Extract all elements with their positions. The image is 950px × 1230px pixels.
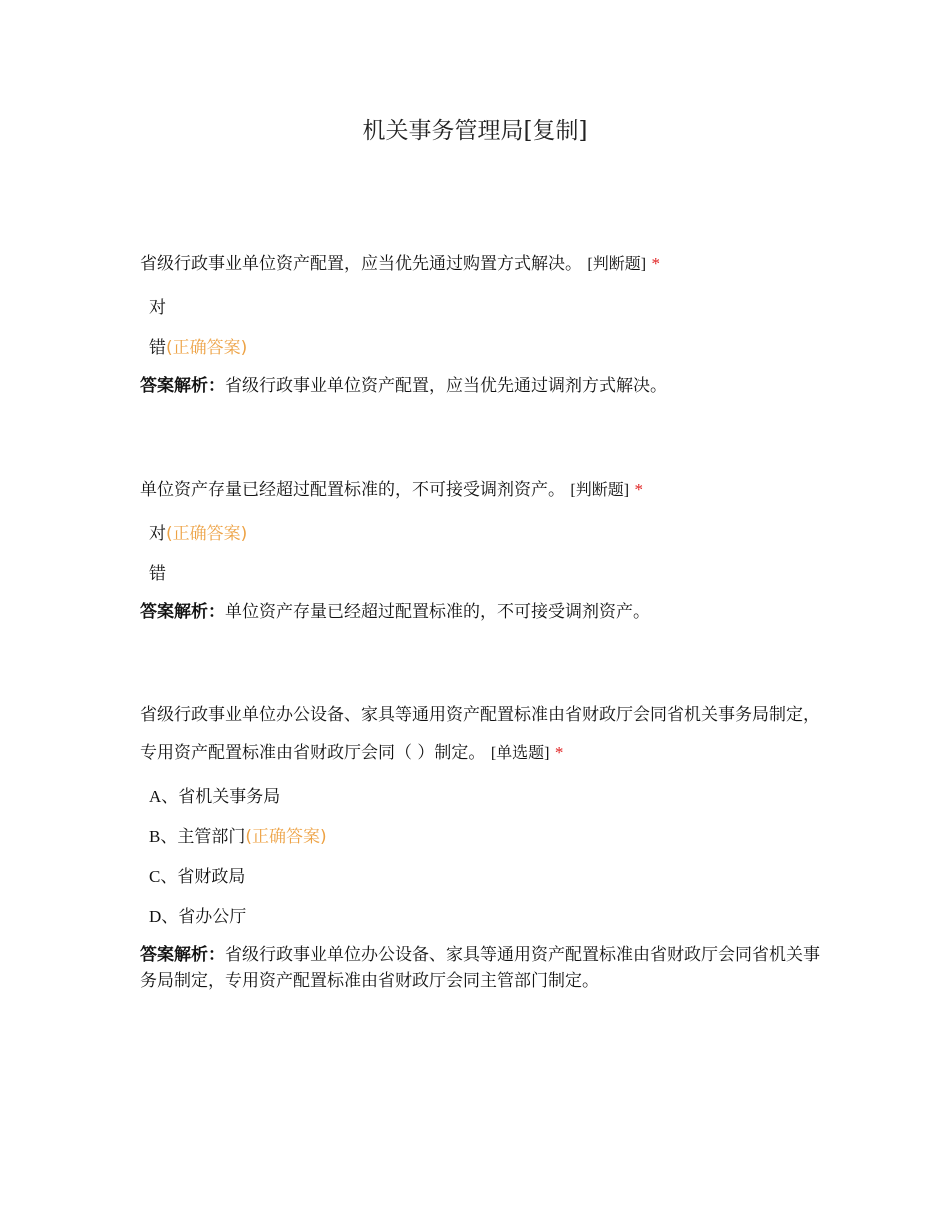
option-a [140, 777, 820, 817]
question-text: 省级行政事业单位资产配置，应当优先通过购置方式解决。 [140, 254, 582, 274]
required-mark: * [554, 743, 564, 762]
option-letter: A [149, 787, 162, 806]
option-text: 、省办公厅 [161, 907, 247, 927]
question-type: [单选题] [490, 745, 550, 762]
option-text: 错 [149, 564, 166, 584]
question-2 [140, 471, 820, 625]
question-type: [判断题] [570, 482, 630, 499]
question-stem [140, 697, 820, 772]
analysis-text: 省级行政事业单位办公设备、家具等通用资产配置标准由省财政厅会同省机关事务局制定，专用资产配置标准由省财政厅会同主管部门制定。 [140, 945, 820, 991]
analysis-text: 单位资产存量已经超过配置标准的，不可接受调剂资产。 [225, 602, 650, 622]
question-text: 省级行政事业单位办公设备、家具等通用资产配置标准由省财政厅会同省机关事务局制定，专用资产配置标准由省财政厅会同（ ）制定。 [140, 705, 820, 763]
question-1 [140, 245, 820, 399]
option-false [140, 554, 820, 594]
option-c [140, 857, 820, 897]
analysis-label: 答案解析： [140, 602, 225, 622]
answer-analysis [140, 942, 820, 994]
option-text: 错 [149, 338, 166, 358]
answer-analysis [140, 599, 820, 625]
analysis-label: 答案解析： [140, 945, 225, 965]
correct-answer-tag: (正确答案) [166, 524, 248, 544]
option-d [140, 897, 820, 937]
option-letter: B [149, 827, 161, 846]
option-true [140, 514, 820, 554]
option-text: 、主管部门 [160, 827, 246, 847]
question-text: 单位资产存量已经超过配置标准的，不可接受调剂资产。 [140, 480, 565, 500]
correct-answer-tag: (正确答案) [166, 338, 248, 358]
question-type: [判断题] [587, 256, 647, 273]
option-text: 、省机关事务局 [161, 787, 281, 807]
required-mark: * [651, 254, 660, 273]
option-text: 对 [149, 524, 166, 544]
required-mark: * [634, 480, 643, 499]
analysis-text: 省级行政事业单位资产配置，应当优先通过调剂方式解决。 [225, 376, 667, 396]
option-letter: C [149, 867, 161, 886]
option-true [140, 288, 820, 328]
answer-analysis [140, 373, 820, 399]
question-stem [140, 245, 820, 283]
page-title: 机关事务管理局[复制] [362, 118, 588, 144]
option-false [140, 328, 820, 368]
option-b [140, 817, 820, 857]
option-text: 、省财政局 [160, 867, 246, 887]
analysis-label: 答案解析： [140, 376, 225, 396]
option-text: 对 [149, 298, 166, 318]
question-stem [140, 471, 820, 509]
question-3 [140, 697, 820, 994]
option-letter: D [149, 907, 162, 926]
correct-answer-tag: (正确答案) [245, 827, 327, 847]
